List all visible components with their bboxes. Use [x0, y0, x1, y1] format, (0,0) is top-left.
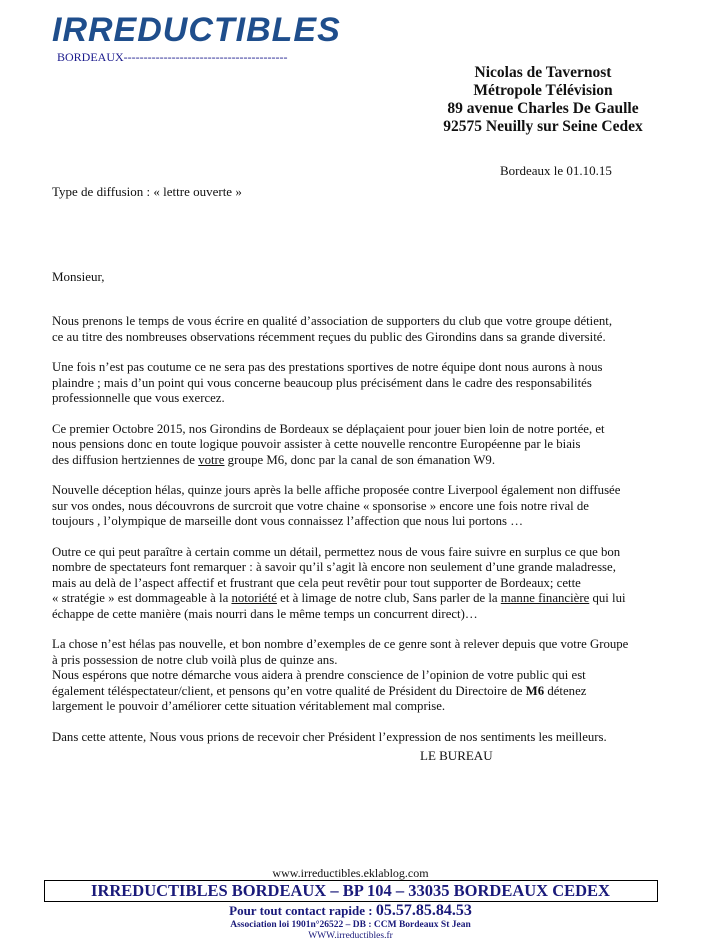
- recipient-street: 89 avenue Charles De Gaulle: [447, 100, 639, 117]
- footer-association: Association loi 1901n°26522 – DB : CCM Bordeaux St Jean: [230, 920, 471, 930]
- paragraph-line: nombre de spectateurs font remarquer : à savoir qu’il s’agit là encore non seulement d’une grande maladresse,: [52, 560, 616, 574]
- footer: [0, 866, 701, 942]
- text-segment: également téléspectateur/client, et pensons qu’en votre qualité de Président du Directoire de: [52, 683, 526, 698]
- paragraph-line: à pris possession de notre club voilà plus de quinze ans.: [52, 652, 338, 667]
- salutation: Monsieur,: [52, 269, 105, 284]
- underlined-votre: votre: [198, 452, 225, 467]
- paragraph-line: mais au delà de l’aspect affectif et frustrant que cela peut revêtir pour tout supporter de Bordeaux; cette: [52, 575, 581, 590]
- paragraph-line: Ce premier Octobre 2015, nos Girondins de Bordeaux se déplaçaient pour jouer bien loin de notre portée, et: [52, 421, 605, 436]
- letter-date: Bordeaux le 01.10.15: [500, 163, 612, 178]
- footer-contact: [0, 902, 701, 920]
- contact-phone: 05.57.85.84.53: [375, 902, 472, 919]
- paragraph-line: toujours , l’olympique de marseille dont vous connaissez l’affection que nous lui portons …: [52, 514, 524, 528]
- paragraph-1: [52, 314, 672, 345]
- paragraph-line: largement le pouvoir d’améliorer cette situation véritablement mal comprise.: [52, 699, 446, 713]
- paragraph-line: sur vos ondes, nous découvrons de surcroit que votre chaine « sponsorise » encore une fois notre rival de: [52, 498, 589, 513]
- irreductibles-logo: IRREDUCTIBLES: [52, 11, 341, 49]
- paragraph-line: [52, 591, 672, 607]
- paragraph-line: nous pensions donc en toute logique pouvoir assister à cette nouvelle rencontre Européenne par le biais: [52, 437, 581, 451]
- underlined-manne-financiere: manne financière: [500, 591, 590, 605]
- footer-address-box: IRREDUCTIBLES BORDEAUX – BP 104 – 33035 BORDEAUX CEDEX: [44, 880, 658, 902]
- paragraph-line: Nous prenons le temps de vous écrire en qualité d’association de supporters du club que votre groupe détient,: [52, 314, 613, 328]
- recipient-company: Métropole Télévision: [473, 82, 613, 99]
- paragraph-line: plaindre ; mais d’un point qui vous concerne beaucoup plus précisément dans le cadre des responsabilités: [52, 375, 592, 390]
- text-segment: des diffusion hertziennes de: [52, 452, 199, 467]
- diffusion-type: Type de diffusion : « lettre ouverte »: [52, 184, 242, 199]
- paragraph-line: [52, 453, 672, 469]
- contact-label: Pour tout contact rapide :: [229, 903, 376, 918]
- text-segment: « stratégie » est dommageable à la: [52, 591, 232, 605]
- recipient-city: 92575 Neuilly sur Seine Cedex: [443, 118, 643, 135]
- paragraph-3: [52, 422, 672, 469]
- underlined-notoriete: notoriété: [231, 591, 277, 605]
- signature: LE BUREAU: [420, 748, 493, 763]
- paragraph-7: [52, 730, 672, 746]
- text-segment: et à limage de notre club, Sans parler de la: [276, 591, 501, 605]
- paragraph-line: Outre ce qui peut paraître à certain comme un détail, permettez nous de vous faire suivre en surplus ce que bon: [52, 544, 621, 559]
- text-segment: groupe M6, donc par la canal de son émanation W9.: [224, 452, 496, 467]
- text-segment: qui lui: [589, 591, 626, 605]
- paragraph-2: [52, 360, 672, 407]
- footer-website-link[interactable]: www.irreductibles.eklablog.com: [272, 866, 429, 880]
- text-segment: détenez: [544, 683, 587, 698]
- bold-m6: M6: [525, 683, 545, 698]
- paragraph-line: La chose n’est hélas pas nouvelle, et bon nombre d’exemples de ce genre sont à relever depuis que votre Groupe: [52, 637, 629, 651]
- letter-body: [52, 314, 672, 760]
- recipient-name: Nicolas de Tavernost: [474, 64, 612, 81]
- paragraph-6: [52, 637, 672, 715]
- paragraph-line: échappe de cette manière (mais nourri dans le même temps un concurrent direct)…: [52, 606, 478, 621]
- paragraph-line: professionnelle que vous exercez.: [52, 391, 225, 405]
- paragraph-line: Nous espérons que notre démarche vous aidera à prendre conscience de l’opinion de votre public qui est: [52, 668, 586, 682]
- paragraph-line: Nouvelle déception hélas, quinze jours après la belle affiche proposée contre Liverpool également non diffusée: [52, 483, 621, 497]
- paragraph-5: [52, 545, 672, 623]
- paragraph-line: Une fois n’est pas coutume ce ne sera pas des prestations sportives de notre équipe dont nous aurons à nous: [52, 360, 603, 374]
- bordeaux-subline: BORDEAUX-----------------------------------------: [57, 50, 288, 64]
- recipient-address: [438, 64, 648, 136]
- paragraph-line: [52, 684, 672, 700]
- paragraph-line: Dans cette attente, Nous vous prions de recevoir cher Président l’expression de nos sentiments les meilleurs.: [52, 729, 607, 744]
- paragraph-4: [52, 483, 672, 530]
- paragraph-line: ce au titre des nombreuses observations récemment reçues du public des Girondins dans sa grande diversité.: [52, 329, 606, 344]
- footer-www-link[interactable]: WWW.irreductibles.fr: [308, 931, 393, 941]
